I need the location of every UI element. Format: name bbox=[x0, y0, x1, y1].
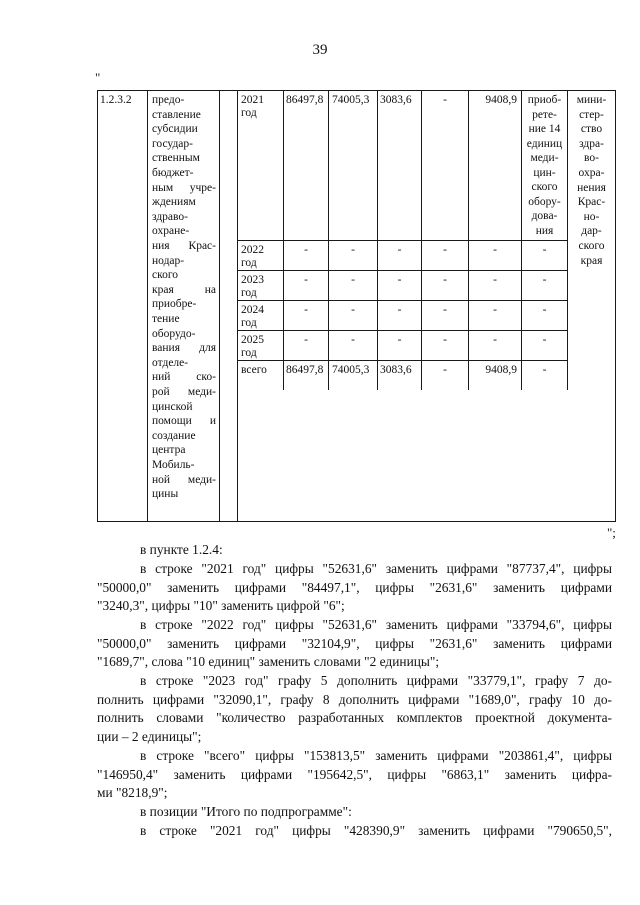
text-line: "3240,3", цифры "10" заменить цифрой "6"; bbox=[97, 598, 345, 613]
municipal-cell: - bbox=[443, 334, 447, 346]
text-line: "1689,7", слова "10 единиц" заменить словами "2 единицы"; bbox=[97, 654, 440, 669]
description-line: приобре- bbox=[152, 298, 197, 311]
regional-cell: 3083,6 bbox=[380, 94, 412, 106]
description-line: ставление bbox=[152, 108, 201, 121]
result-line: цин- bbox=[533, 166, 556, 179]
description-line: создание bbox=[152, 429, 196, 442]
responsible-line: дар- bbox=[581, 225, 602, 238]
result-cell: - bbox=[542, 364, 547, 376]
extrabudget-cell: 9408,9 bbox=[485, 94, 517, 106]
result-line: приоб- bbox=[527, 94, 562, 106]
municipal-cell: - bbox=[443, 94, 447, 106]
description-line: здраво- bbox=[152, 210, 188, 223]
regional-cell: - bbox=[397, 304, 402, 316]
year-cell: 2024 bbox=[241, 304, 264, 316]
result-line: ния bbox=[535, 224, 554, 237]
item-code: 1.2.3.2 bbox=[100, 94, 132, 106]
result-line: меди- bbox=[530, 152, 559, 164]
text-line: "146950,4" заменить цифрами "195642,5", цифры "6863,1" заменить цифра- bbox=[97, 766, 612, 782]
paragraph-row-2022 bbox=[97, 616, 612, 672]
federal-cell: - bbox=[351, 244, 355, 256]
description-line: центра bbox=[152, 444, 186, 457]
year-unit-cell: год bbox=[241, 107, 257, 119]
text-line: "50000,0" заменить цифрами "32104,9", цифры "2631,6" заменить цифрами bbox=[97, 635, 612, 651]
description-line: ния Крас- bbox=[152, 240, 216, 252]
description-line: тение bbox=[152, 313, 180, 325]
year-unit-cell: год bbox=[241, 317, 257, 329]
responsible-line: ского bbox=[578, 240, 605, 252]
paragraph-row-2023 bbox=[97, 672, 612, 746]
text-line: "50000,0" заменить цифрами "84497,1", цифры "2631,6" заменить цифрами bbox=[97, 579, 612, 595]
responsible-line: во- bbox=[584, 152, 599, 165]
description-line: субсидии bbox=[152, 123, 198, 136]
description-line: оборудо- bbox=[152, 327, 196, 340]
text-line: в строке "всего" цифры "153813,5" заменить цифрами "203861,4", цифры bbox=[140, 748, 612, 763]
total-cell: 86497,8 bbox=[286, 94, 324, 106]
description-line: края на bbox=[152, 283, 216, 296]
federal-cell: 74005,3 bbox=[332, 364, 370, 376]
result-line: единиц bbox=[526, 137, 563, 150]
result-cell: - bbox=[542, 304, 547, 316]
total-cell: - bbox=[304, 244, 308, 256]
result-cell: - bbox=[542, 244, 547, 256]
extrabudget-cell: - bbox=[493, 274, 497, 286]
result-line: ского bbox=[531, 181, 558, 193]
description-line: ственным bbox=[152, 152, 200, 165]
extrabudget-cell: - bbox=[493, 334, 497, 346]
description-line: ной меди- bbox=[152, 473, 216, 486]
municipal-cell: - bbox=[443, 364, 447, 376]
text-line: ми "8218,9"; bbox=[97, 785, 168, 800]
description-line: вания для bbox=[152, 342, 216, 355]
municipal-cell: - bbox=[443, 244, 447, 256]
federal-cell: 74005,3 bbox=[332, 94, 370, 106]
text-line: полнить словами "количество разработанных комплектов проектной документа- bbox=[97, 710, 612, 725]
description-line: ным учре- bbox=[152, 181, 216, 194]
extrabudget-cell: - bbox=[493, 304, 497, 316]
paragraph-subprogram-2021 bbox=[97, 822, 612, 841]
responsible-line: нения bbox=[577, 181, 606, 194]
responsible-line: мини- bbox=[576, 94, 607, 106]
responsible-line: здра- bbox=[579, 137, 604, 150]
federal-cell: - bbox=[351, 334, 355, 346]
text-line: в строке "2021 год" цифры "52631,6" заменить цифрами "87737,4", цифры bbox=[140, 561, 612, 576]
regional-cell: - bbox=[397, 244, 402, 256]
responsible-line: стер- bbox=[579, 108, 604, 121]
year-cell: 2023 bbox=[241, 274, 264, 286]
description-line: бюджет- bbox=[152, 167, 194, 179]
result-line: дова- bbox=[531, 210, 558, 222]
responsible-line: ство bbox=[580, 123, 603, 136]
municipal-cell: - bbox=[443, 274, 447, 286]
paragraph-row-2021 bbox=[97, 560, 612, 616]
regional-cell: - bbox=[397, 334, 402, 346]
text-line: полнить цифрами "32090,1", графу 8 дополнить цифрами "1689,0", графу 10 до- bbox=[97, 691, 612, 707]
description-line: предо- bbox=[152, 94, 185, 106]
total-cell: - bbox=[304, 304, 308, 316]
regional-cell: - bbox=[397, 274, 402, 286]
year-cell: всего bbox=[241, 364, 267, 376]
responsible-line: но- bbox=[583, 210, 600, 223]
text-line: в строке "2021 год" цифры "428390,9" заменить цифрами "790650,5", bbox=[140, 823, 612, 838]
federal-cell: - bbox=[351, 274, 355, 286]
total-cell: - bbox=[304, 274, 308, 286]
description-line: ского bbox=[152, 269, 179, 282]
description-line: цинской bbox=[152, 400, 193, 413]
text-line: в строке "2022 год" цифры "52631,6" заменить цифрами "33794,6", цифры bbox=[140, 617, 612, 632]
description-line: ний ско- bbox=[152, 371, 216, 384]
year-cell: 2021 bbox=[241, 94, 264, 106]
amendment-table bbox=[97, 90, 616, 522]
text-line: ции – 2 единицы"; bbox=[97, 728, 202, 744]
year-unit-cell: год bbox=[241, 347, 257, 359]
description-line: Мобиль- bbox=[152, 459, 195, 471]
municipal-cell: - bbox=[443, 304, 447, 316]
result-line: ретe- bbox=[532, 108, 557, 121]
responsible-line: охра- bbox=[578, 167, 605, 179]
closing-quote: "; bbox=[607, 525, 616, 540]
result-cell: - bbox=[542, 334, 547, 346]
year-unit-cell: год bbox=[241, 287, 257, 299]
page-number: 39 bbox=[312, 42, 328, 58]
description-line: помощи и bbox=[152, 415, 216, 428]
total-cell: - bbox=[304, 334, 308, 346]
result-line: ние 14 bbox=[528, 123, 561, 135]
responsible-line: края bbox=[580, 254, 603, 267]
extrabudget-cell: - bbox=[493, 244, 497, 256]
description-line: рой меди- bbox=[152, 386, 216, 398]
year-unit-cell: год bbox=[241, 257, 257, 269]
extrabudget-cell: 9408,9 bbox=[485, 364, 517, 376]
year-cell: 2025 bbox=[241, 334, 264, 346]
total-cell: 86497,8 bbox=[286, 364, 324, 376]
paragraph-subprogram-total: в позиции "Итого по подпрограмме": bbox=[140, 804, 352, 819]
result-cell: - bbox=[542, 274, 547, 286]
description-line: нодар- bbox=[152, 254, 185, 267]
description-line: ждениям bbox=[152, 196, 196, 209]
description-line: охране- bbox=[152, 225, 190, 238]
result-line: обору- bbox=[528, 195, 561, 208]
paragraph-row-total bbox=[97, 747, 612, 803]
paragraph-point-heading: в пункте 1.2.4: bbox=[140, 542, 223, 557]
year-cell: 2022 bbox=[241, 244, 264, 256]
text-line: в строке "2023 год" графу 5 дополнить цифрами "33779,1", графу 7 до- bbox=[140, 673, 612, 688]
regional-cell: 3083,6 bbox=[380, 364, 412, 376]
federal-cell: - bbox=[351, 304, 355, 316]
responsible-line: Крас- bbox=[577, 196, 606, 209]
opening-quote: " bbox=[95, 70, 101, 85]
description-line: цины bbox=[152, 488, 179, 501]
description-line: отделе- bbox=[152, 356, 189, 369]
description-line: государ- bbox=[152, 137, 193, 150]
